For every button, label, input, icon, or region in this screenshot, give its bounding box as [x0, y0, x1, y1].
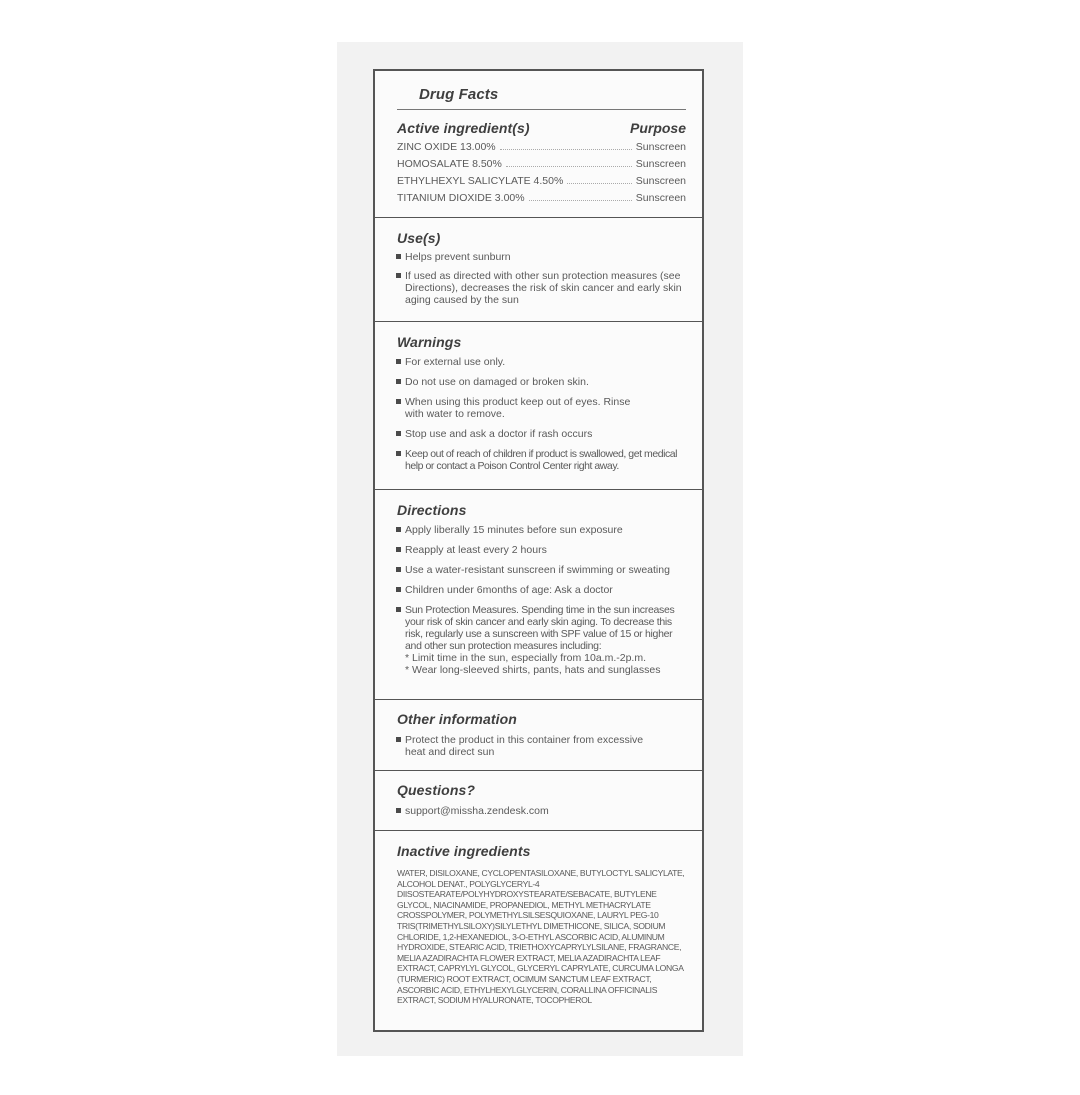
list-item: Use a water-resistant sunscreen if swimming or sweating [375, 564, 702, 576]
ingredient-name: TITANIUM DIOXIDE 3.00% [397, 192, 525, 204]
active-ingredients-section [375, 71, 702, 218]
list-item: Helps prevent sunburn [375, 251, 702, 263]
ingredient-purpose: Sunscreen [635, 175, 686, 187]
uses-section [375, 218, 702, 322]
bullet-icon [396, 451, 401, 456]
bullet-icon [396, 587, 401, 592]
ingredient-name: ETHYLHEXYL SALICYLATE 4.50% [397, 175, 564, 187]
sub-item: * Wear long-sleeved shirts, pants, hats and sunglasses [405, 664, 661, 676]
list-item: If used as directed with other sun protection measures (see Directions), decreases the risk of skin cancer and early skin aging caused by the sun [375, 270, 702, 306]
bullet-icon [396, 547, 401, 552]
bullet-icon [396, 254, 401, 259]
bullet-icon [396, 431, 401, 436]
bullet-icon [396, 737, 401, 742]
list-item: For external use only. [375, 356, 702, 368]
list-item: Stop use and ask a doctor if rash occurs [375, 428, 702, 440]
questions-title: Questions? [397, 782, 476, 798]
title-divider [397, 109, 686, 110]
ingredient-purpose: Sunscreen [635, 141, 686, 153]
bullet-icon [396, 273, 401, 278]
ingredient-row [397, 141, 686, 153]
questions-section [375, 771, 702, 831]
list-item: Reapply at least every 2 hours [375, 544, 702, 556]
bullet-icon [396, 399, 401, 404]
warnings-section [375, 322, 702, 490]
ingredient-name: ZINC OXIDE 13.00% [397, 141, 496, 153]
ingredient-row [397, 158, 686, 170]
list-item: Do not use on damaged or broken skin. [375, 376, 702, 388]
bullet-icon [396, 379, 401, 384]
ingredient-name: HOMOSALATE 8.50% [397, 158, 502, 170]
uses-title: Use(s) [397, 230, 441, 246]
ingredient-purpose: Sunscreen [635, 158, 686, 170]
support-email[interactable]: support@missha.zendesk.com [375, 805, 702, 817]
other-information-title: Other information [397, 711, 517, 727]
inactive-ingredients-title: Inactive ingredients [397, 843, 531, 859]
directions-section [375, 490, 702, 700]
warnings-title: Warnings [397, 334, 462, 350]
ingredient-row [397, 192, 686, 204]
list-item: Apply liberally 15 minutes before sun exposure [375, 524, 702, 536]
list-item: Protect the product in this container from excessive heat and direct sun [375, 734, 702, 758]
ingredient-row [397, 175, 686, 187]
list-item: Sun Protection Measures. Spending time in the sun increases your risk of skin cancer and early skin aging. To decrease this risk, regularly use a sunscreen with SPF value of 15 or higher and other sun protection measures including: [375, 604, 702, 652]
sub-item: * Limit time in the sun, especially from 10a.m.-2p.m. [405, 652, 647, 664]
list-item: Children under 6months of age: Ask a doctor [375, 584, 702, 596]
active-ingredients-header: Active ingredient(s) [397, 120, 530, 136]
bullet-icon [396, 527, 401, 532]
inactive-ingredients-section [375, 831, 702, 1032]
bullet-icon [396, 808, 401, 813]
list-item: When using this product keep out of eyes. Rinse with water to remove. [375, 396, 702, 420]
bullet-icon [396, 607, 401, 612]
purpose-header: Purpose [629, 120, 686, 136]
other-information-section [375, 700, 702, 771]
drug-facts-panel [373, 69, 704, 1032]
bullet-icon [396, 359, 401, 364]
inactive-ingredients-list: WATER, DISILOXANE, CYCLOPENTASILOXANE, BUTYLOCTYL SALICYLATE, ALCOHOL DENAT., POLYGLYCERYL-4 DIISOSTEARATE/POLYHYDROXYSTEARATE/SEBACATE, BUTYLENE GLYCOL, NIACINAMIDE, PROPANEDIOL, METHYL METHACRYLATE CROSSPOLYMER, POLYMETHYLSILSESQUIOXANE, LAURYL PEG-10 TRIS(TRIMETHYLSILOXY)SILYLETHYL DIMETHICONE, SILICA, SODIUM CHLORIDE, 1,2-HEXANEDIOL, 3-O-ETHYL ASCORBIC ACID, ALUMINUM HYDROXIDE, STEARIC ACID, TRIETHOXYCAPRYLYLSILANE, FRAGRANCE, MELIA AZADIRACHTA FLOWER EXTRACT, MELIA AZADIRACHTA LEAF EXTRACT, CAPRYLYL GLYCOL, GLYCERYL CAPRYLATE, CURCUMA LONGA (TURMERIC) ROOT EXTRACT, OCIMUM SANCTUM LEAF EXTRACT, ASCORBIC ACID, ETHYLHEXYLGLYCERIN, CORALLINA OFFICINALIS EXTRACT, SODIUM HYALURONATE, TOCOPHEROL [397, 868, 685, 1006]
drug-facts-title: Drug Facts [419, 86, 499, 103]
ingredient-purpose: Sunscreen [635, 192, 686, 204]
directions-title: Directions [397, 502, 467, 518]
list-item: Keep out of reach of children if product is swallowed, get medical help or contact a Poison Control Center right away. [375, 448, 702, 472]
bullet-icon [396, 567, 401, 572]
